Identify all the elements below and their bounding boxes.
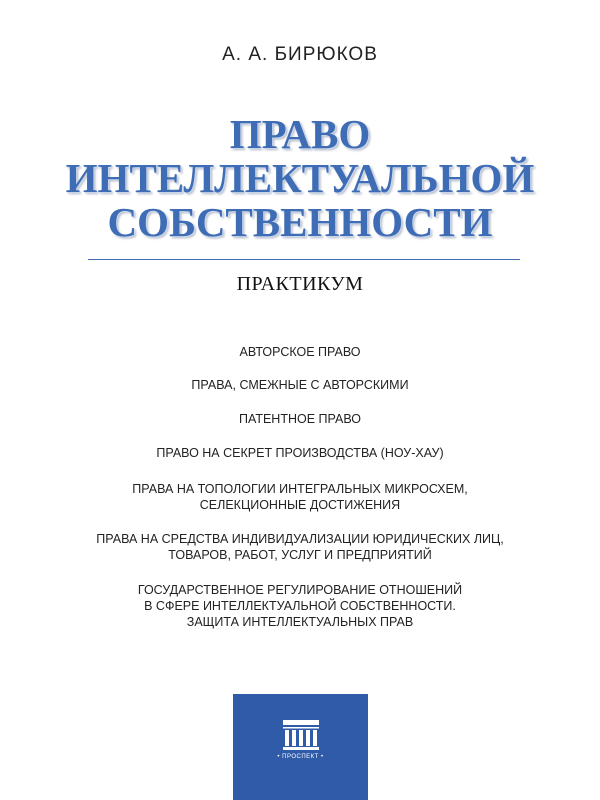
topic-item bbox=[0, 377, 600, 393]
title-divider bbox=[88, 259, 520, 260]
topic-line: ПРАВА НА СРЕДСТВА ИНДИВИДУАЛИЗАЦИИ ЮРИДИЧЕСКИХ ЛИЦ, bbox=[96, 532, 504, 546]
publisher-name: • ПРОСПЕКТ • bbox=[277, 754, 324, 760]
book-title-line-3: СОБСТВЕННОСТИ bbox=[107, 199, 493, 245]
book-title bbox=[0, 112, 600, 244]
topic-line: СЕЛЕКЦИОННЫЕ ДОСТИЖЕНИЯ bbox=[199, 498, 401, 512]
topic-item bbox=[0, 344, 600, 360]
topic-item bbox=[0, 445, 600, 461]
topic-line: ТОВАРОВ, РАБОТ, УСЛУГ И ПРЕДПРИЯТИЙ bbox=[168, 548, 432, 562]
topic-line: В СФЕРЕ ИНТЕЛЛЕКТУАЛЬНОЙ СОБСТВЕННОСТИ. bbox=[144, 599, 456, 613]
topic-item bbox=[0, 481, 600, 513]
publisher-building-logo-icon bbox=[281, 720, 321, 750]
topic-line: ПАТЕНТНОЕ ПРАВО bbox=[238, 412, 361, 426]
topic-line: ПРАВА НА ТОПОЛОГИИ ИНТЕГРАЛЬНЫХ МИКРОСХЕМ, bbox=[132, 482, 468, 496]
topic-line: ПРАВО НА СЕКРЕТ ПРОИЗВОДСТВА (НОУ-ХАУ) bbox=[156, 446, 444, 460]
topic-line: ГОСУДАРСТВЕННОЕ РЕГУЛИРОВАНИЕ ОТНОШЕНИЙ bbox=[137, 583, 463, 597]
topic-item bbox=[0, 582, 600, 630]
book-subtitle: ПРАКТИКУМ bbox=[236, 273, 364, 295]
book-title-line-1: ПРАВО bbox=[229, 111, 371, 157]
topic-line: ПРАВА, СМЕЖНЫЕ С АВТОРСКИМИ bbox=[191, 378, 409, 392]
topic-line: ЗАЩИТА ИНТЕЛЛЕКТУАЛЬНЫХ ПРАВ bbox=[186, 615, 414, 629]
author-name: А. А. БИРЮКОВ bbox=[222, 44, 378, 65]
topic-item bbox=[0, 411, 600, 427]
topic-item bbox=[0, 531, 600, 563]
book-title-line-2: ИНТЕЛЛЕКТУАЛЬНОЙ bbox=[65, 155, 535, 201]
topic-line: АВТОРСКОЕ ПРАВО bbox=[239, 345, 361, 359]
publisher-block bbox=[233, 694, 368, 800]
